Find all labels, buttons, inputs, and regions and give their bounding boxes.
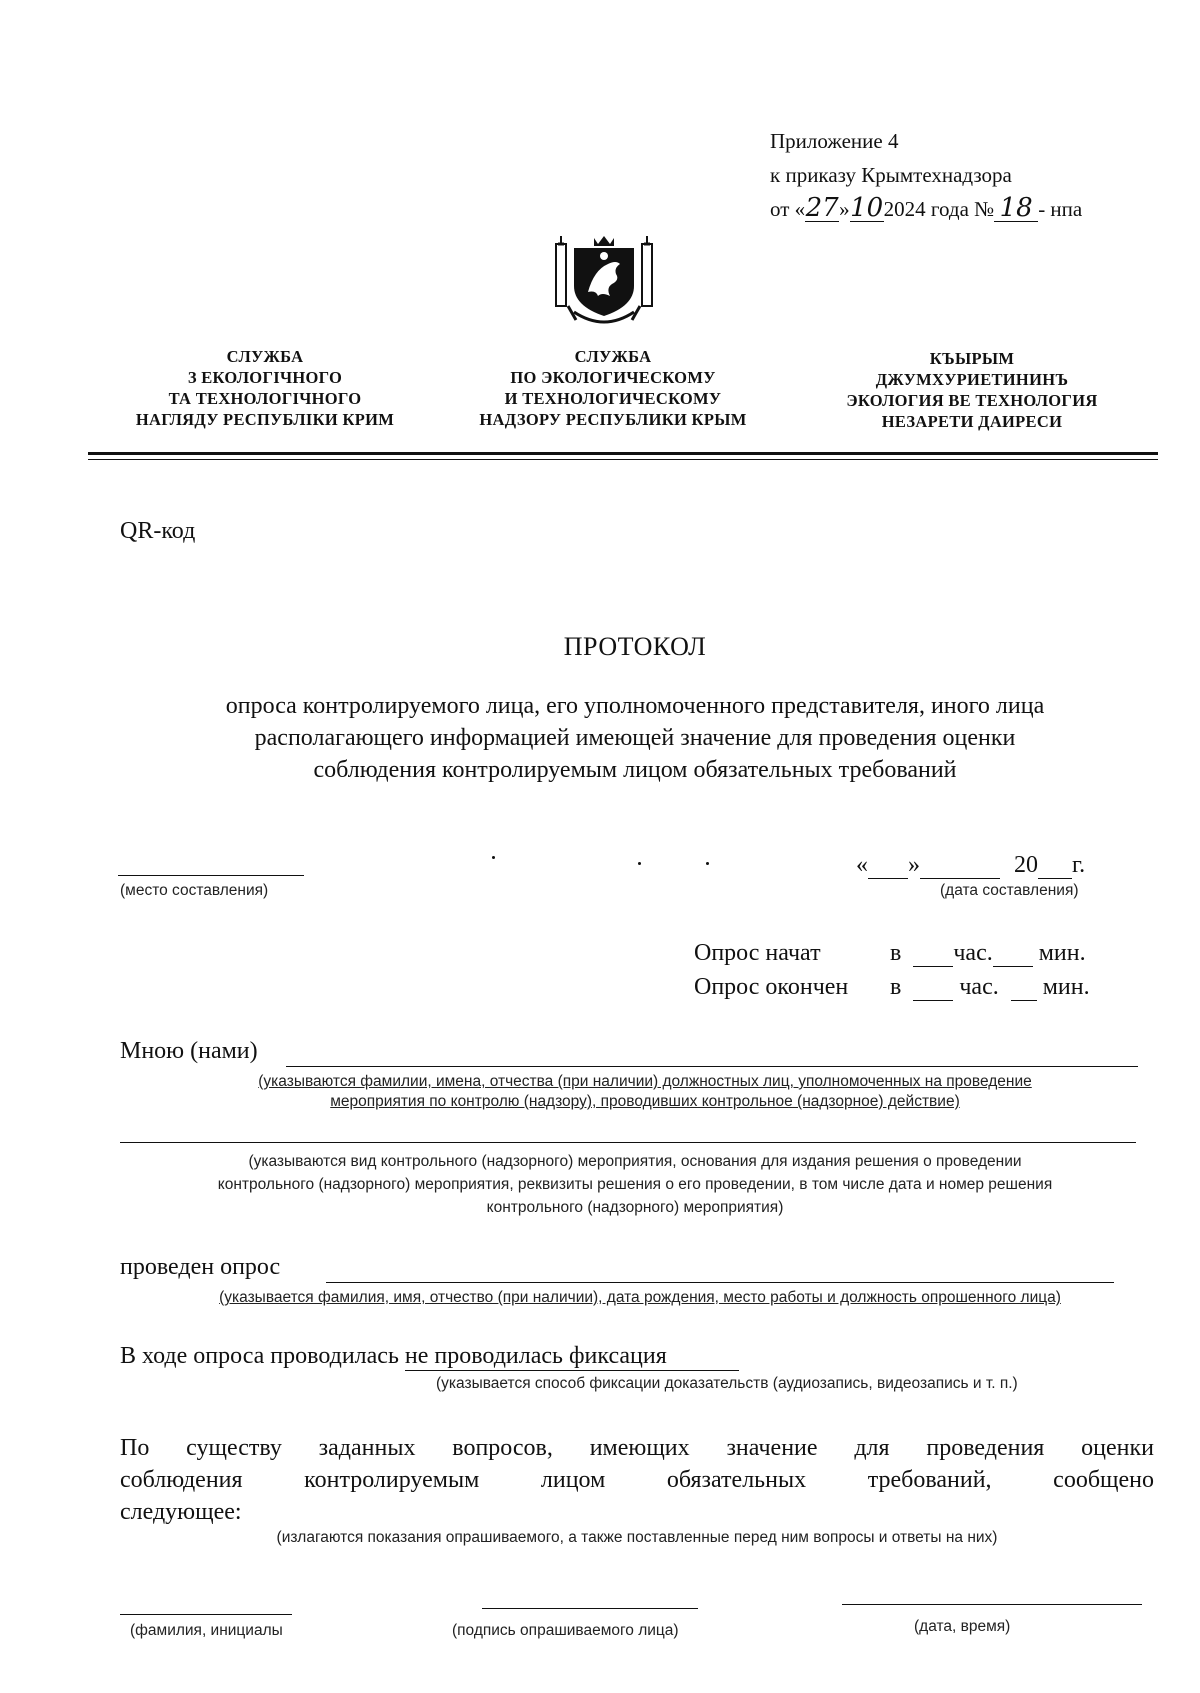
fixation-caption: (указывается способ фиксации доказательств (аудиозапись, видеозапись и т. п.) [436,1375,1018,1392]
appendix-order-ref: к приказу Крымтехнадзора [770,163,1012,187]
crimea-coat-of-arms-icon [554,234,654,330]
fixation-row: В ходе опроса проводилась не проводилась фиксация [120,1342,739,1371]
header-divider-thick [88,452,1158,455]
scan-dot [492,856,495,859]
place-field-line [118,875,304,876]
interviewed-caption: (указывается фамилия, имя, отчество (при наличии), дата рождения, место работы и должность опрошенного лица) [219,1289,1061,1306]
fixation-value: не проводилась фиксация [405,1342,739,1371]
date-caption: (дата составления) [940,882,1079,899]
end-time-row: Опрос окончен в час. мин. [694,974,1090,1000]
scan-dot [638,862,641,865]
name-caption: (фамилия, инициалы [130,1622,283,1639]
header-russian: СЛУЖБА ПО ЭКОЛОГИЧЕСКОМУ И ТЕХНОЛОГИЧЕСКОМУ НАДЗОРУ РЕСПУБЛИКИ КРЫМ [479,347,747,429]
essence-paragraph: По существу заданных вопросов, имеющих значение для проведения оценки соблюдения контролируемым лицом обязательных требований, сообщено следующее: [120,1435,1154,1525]
inspectors-label: Мною (нами) [120,1038,258,1064]
document-subtitle: опроса контролируемого лица, его уполномоченного представителя, иного лица располагающего информацией имеющей значение для проведения оценки соблюдения контролируемым лицом обязательных требований [225,693,1045,783]
date-field: « » 20 г. [856,852,1086,878]
sign-caption: (подпись опрашиваемого лица) [452,1622,679,1639]
event-field-line [120,1142,1136,1143]
inspectors-field-line [286,1066,1138,1067]
interviewed-label: проведен опрос [120,1254,281,1280]
header-crimean-tatar: КЪЫРЫМ ДЖУМХУРИЕТИНИНЪ ЭКОЛОГИЯ ВЕ ТЕХНОЛОГИЯ НЕЗАРЕТИ ДАИРЕСИ [846,349,1098,431]
appendix-title: Приложение 4 [770,129,899,153]
appendix-month: 10 [850,193,884,223]
place-caption: (место составления) [120,882,269,899]
interviewee-signature-line [482,1608,698,1609]
appendix-date-line: от «27»102024 года № 18 - нпа [770,193,1083,223]
datetime-signature-line [842,1604,1142,1605]
datetime-caption: (дата, время) [914,1618,1011,1635]
scan-dot [706,862,709,865]
header-divider-thin [88,459,1158,460]
qr-code-label: QR-код [120,518,196,544]
appendix-number: 18 [994,195,1038,222]
essence-caption: (излагаются показания опрашиваемого, а также поставленные перед ним вопросы и ответы на них) [276,1529,998,1546]
name-signature-line [120,1614,292,1615]
document-title: ПРОТОКОЛ [563,632,707,661]
inspectors-caption: (указываются фамилии, имена, отчества (при наличии) должностных лиц, уполномоченных на проведение мероприятия по контролю (надзору), проводивших контрольное (надзорное) действие) [258,1073,1032,1110]
event-caption: (указываются вид контрольного (надзорного) мероприятия, основания для издания решения о проведении контрольного (надзорного) мероприятия, реквизиты решения о его проведении, в том числе дата и номер решения контрольного (надзорного) мероприятия) [217,1153,1053,1216]
appendix-block [770,124,1082,226]
header-ukrainian: СЛУЖБА З ЕКОЛОГІЧНОГО ТА ТЕХНОЛОГІЧНОГО НАГЛЯДУ РЕСПУБЛІКИ КРИМ [135,347,395,429]
start-time-row: Опрос начат в час. мин. [694,940,1086,966]
interviewed-field-line [326,1282,1114,1283]
appendix-day: 27 [805,193,839,223]
